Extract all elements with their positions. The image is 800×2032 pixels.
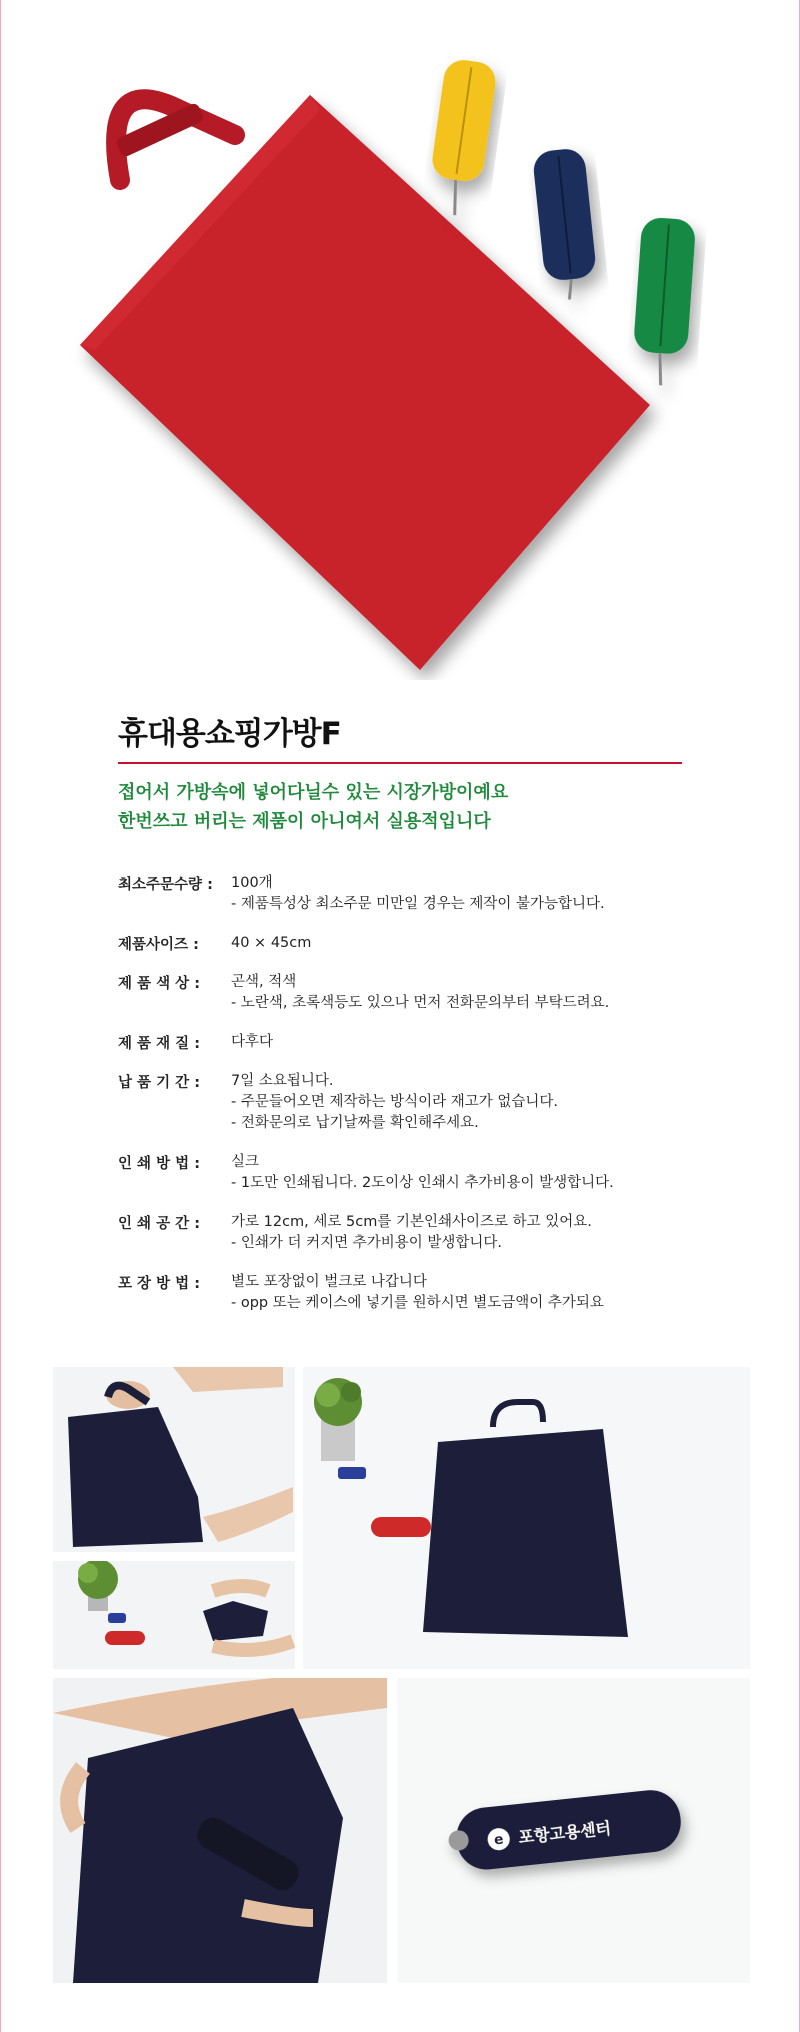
spec-label: 포 장 방 법 : xyxy=(118,1276,201,1292)
spec-delivery xyxy=(118,1071,718,1134)
spec-size xyxy=(118,933,718,954)
spec-note: - 주문들어오면 제작하는 방식이라 재고가 없습니다. xyxy=(231,1094,559,1110)
spec-value: 100개 xyxy=(231,875,273,891)
spec-value: 40 × 45cm xyxy=(231,935,312,951)
spec-value: 7일 소요됩니다. xyxy=(231,1073,334,1089)
spec-packaging xyxy=(118,1272,718,1314)
spec-material xyxy=(118,1032,718,1053)
tagline-line-1: 접어서 가방속에 넣어다닐수 있는 시장가방이예요 xyxy=(118,782,509,803)
pouch-print-text: 포항고용센터 xyxy=(517,1818,612,1848)
tagline-line-2: 한번쓰고 버리는 제품이 아니여서 실용적입니다 xyxy=(118,811,491,832)
spec-note: - 1도만 인쇄됩니다. 2도이상 인쇄시 추가비용이 발생합니다. xyxy=(231,1175,614,1191)
spec-print-method xyxy=(118,1152,718,1194)
spec-label: 제품사이즈 : xyxy=(118,937,199,953)
yellow-pouch xyxy=(425,58,498,219)
spec-label: 최소주문수량 : xyxy=(118,877,213,893)
spec-color xyxy=(118,972,718,1014)
navy-pouch xyxy=(532,147,599,302)
photo-folding-bag xyxy=(53,1561,295,1669)
photo-holding-bag xyxy=(53,1367,295,1552)
spec-value: 별도 포장없이 벌크로 나갑니다 xyxy=(231,1274,427,1290)
green-pouch xyxy=(631,217,697,387)
spec-note: - 제품특성상 최소주문 미만일 경우는 제작이 불가능합니다. xyxy=(231,896,605,912)
spec-label: 납 품 기 간 : xyxy=(118,1075,201,1091)
spec-value: 다후다 xyxy=(231,1034,274,1050)
spec-value: 가로 12cm, 세로 5cm를 기본인쇄사이즈로 하고 있어요. xyxy=(231,1214,592,1230)
title-divider xyxy=(118,762,682,764)
spec-note: - opp 또는 케이스에 넣기를 원하시면 별도금액이 추가되요 xyxy=(231,1295,604,1311)
spec-label: 제 품 색 상 : xyxy=(118,976,201,992)
spec-label: 인 쇄 공 간 : xyxy=(118,1216,201,1232)
spec-value: 실크 xyxy=(231,1154,260,1170)
spec-note: - 전화문의로 납기날짜를 확인해주세요. xyxy=(231,1115,479,1131)
photo-packing-bag xyxy=(53,1678,387,1983)
spec-label: 인 쇄 방 법 : xyxy=(118,1156,201,1172)
spec-print-area xyxy=(118,1212,718,1254)
svg-text:e: e xyxy=(493,1831,505,1849)
hero-product-image xyxy=(60,40,740,680)
spec-note: - 인쇄가 더 커지면 추가비용이 발생합니다. xyxy=(231,1235,503,1251)
photo-bag-with-pouch xyxy=(303,1367,750,1669)
product-title: 휴대용쇼핑가방F xyxy=(118,716,341,752)
spec-min-order xyxy=(118,873,718,915)
spec-label: 제 품 재 질 : xyxy=(118,1036,201,1052)
spec-value: 곤색, 적색 xyxy=(231,974,297,990)
spec-note: - 노란색, 초록색등도 있으나 먼저 전화문의부터 부탁드려요. xyxy=(231,995,610,1011)
spec-list xyxy=(118,873,718,1332)
photo-folded-pouch xyxy=(397,1678,750,1983)
